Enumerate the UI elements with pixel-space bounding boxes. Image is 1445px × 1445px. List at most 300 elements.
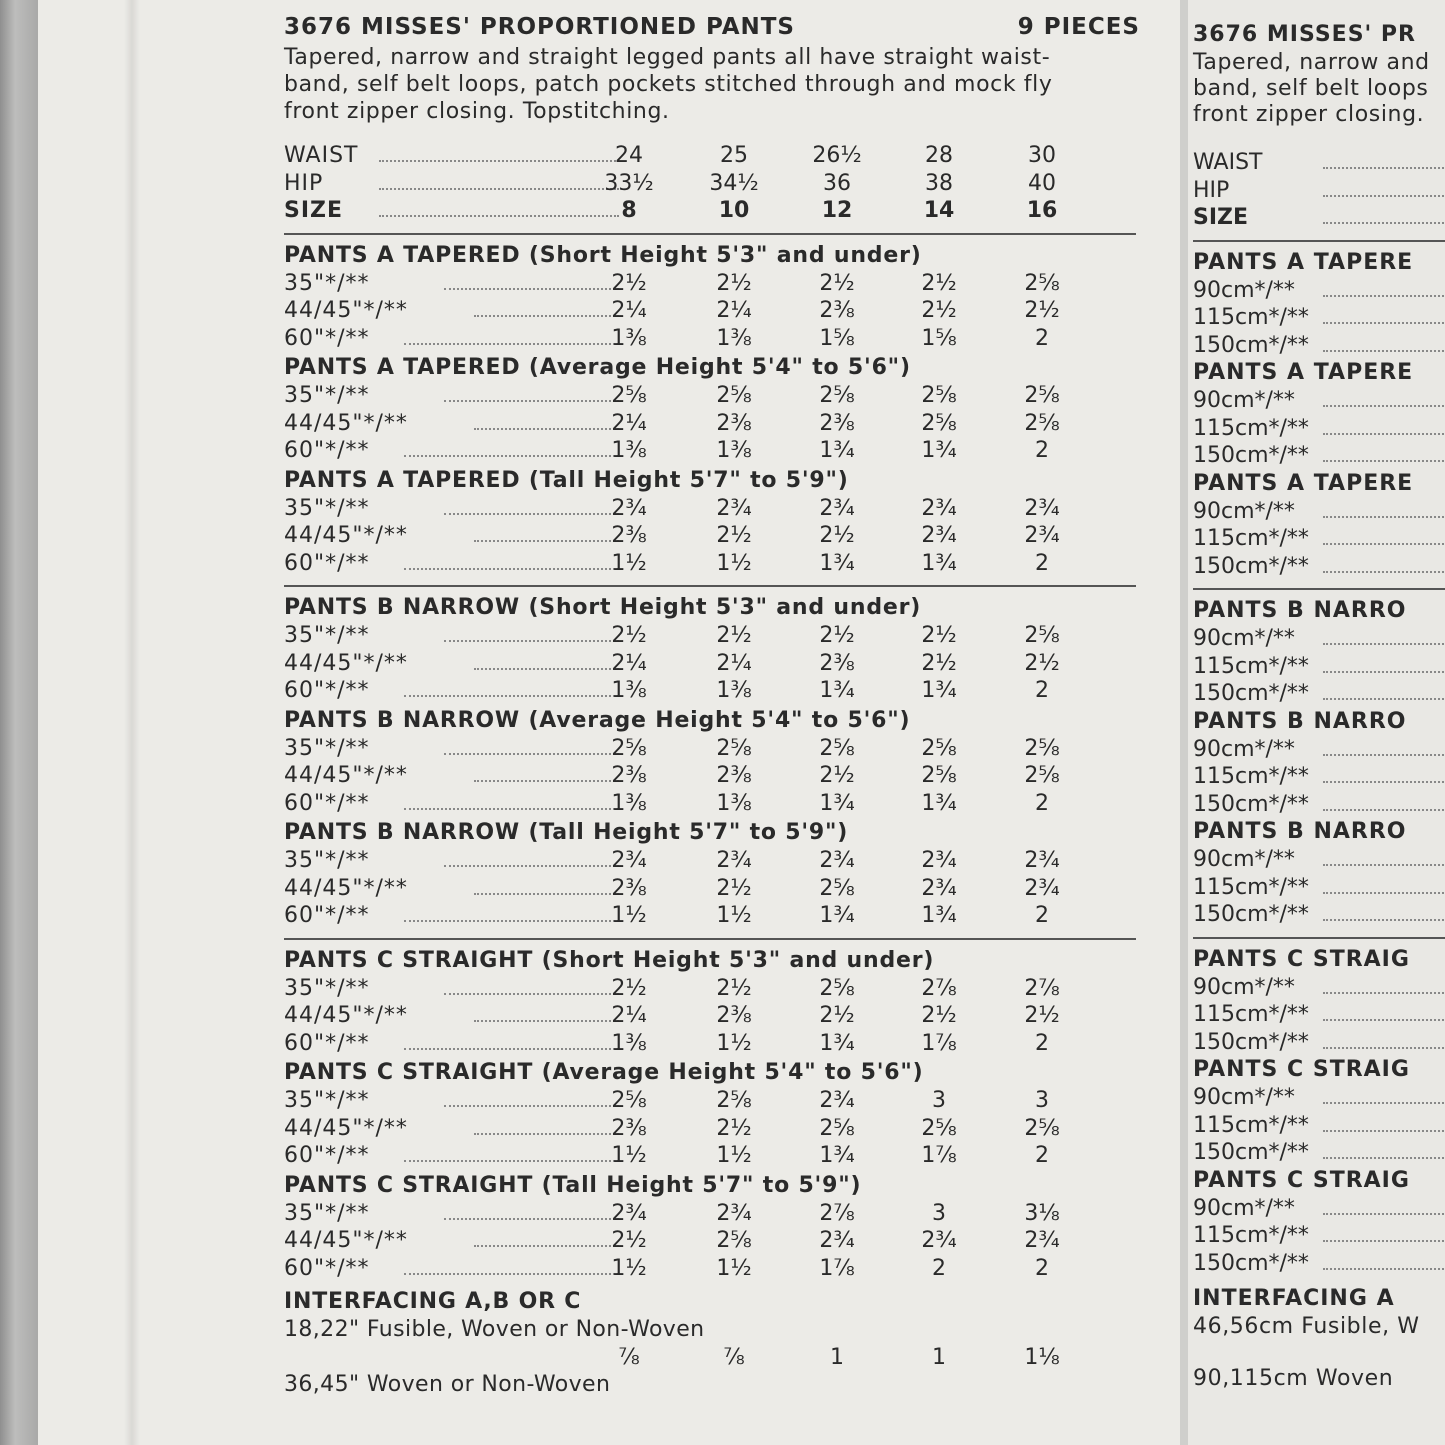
section-divider <box>1193 240 1445 242</box>
fabric-width-row <box>284 271 1140 299</box>
view-section-title <box>284 820 1140 848</box>
size-value: 2⅝ <box>611 735 647 761</box>
metric-row-label: 90cm*/** <box>1193 736 1295 762</box>
view-name: PANTS A TAPERED <box>284 242 521 268</box>
page-fold-crease <box>124 0 140 1445</box>
interfacing-line <box>284 1317 1140 1345</box>
row-label: HIP <box>284 170 324 196</box>
metric-row-label: WAIST <box>1193 150 1263 175</box>
fabric-width-row <box>284 383 1140 411</box>
fabric-width-row <box>284 496 1140 524</box>
section-divider <box>284 585 1136 587</box>
size-value: 30 <box>1028 143 1056 168</box>
leader-dots <box>444 753 619 755</box>
size-value: 2¾ <box>716 848 752 873</box>
height-qualifier: (Short Height 5'3" and under) <box>528 595 922 620</box>
leader-dots <box>444 1105 619 1107</box>
metric-row-label: 115cm*/** <box>1193 415 1309 441</box>
size-value: 2⅝ <box>819 1115 855 1141</box>
description-line: front zipper closing. Topstitching. <box>284 99 670 124</box>
size-value: 2½ <box>716 523 752 548</box>
leader-dots <box>1323 864 1445 866</box>
size-value: 2½ <box>1024 1003 1060 1028</box>
leader-dots <box>444 400 619 402</box>
leader-dots <box>1323 433 1445 435</box>
leader-dots <box>1323 295 1445 297</box>
size-value: 26½ <box>812 143 862 168</box>
metric-view-name: PANTS A TAPERE <box>1193 470 1414 496</box>
leader-dots <box>1323 222 1445 224</box>
size-value: 2⅝ <box>921 763 957 788</box>
leader-dots <box>379 188 619 190</box>
size-value: 2¼ <box>716 298 752 323</box>
leader-dots <box>379 160 619 162</box>
size-value: 2 <box>1035 903 1049 928</box>
size-value: 2 <box>1035 790 1049 816</box>
row-label: 60"*/** <box>284 790 370 816</box>
fabric-width-row <box>284 1143 1140 1171</box>
leader-dots <box>1323 643 1445 645</box>
leader-dots <box>404 1048 619 1050</box>
row-label: 60"*/** <box>284 325 370 351</box>
size-value: 1⅛ <box>1024 1344 1060 1370</box>
leader-dots <box>1323 543 1445 545</box>
size-value: 1¾ <box>921 678 957 703</box>
metric-row-label: 115cm*/** <box>1193 764 1309 789</box>
metric-row-label: 90cm*/** <box>1193 847 1295 872</box>
size-value: 2⅞ <box>921 975 957 1001</box>
metric-view-name: PANTS B NARRO <box>1193 598 1407 623</box>
metric-fabric-row <box>1193 975 1445 1003</box>
metric-row-label: 115cm*/** <box>1193 653 1309 679</box>
metric-description-line: front zipper closing. <box>1193 102 1425 127</box>
size-value: 2¾ <box>819 1088 855 1113</box>
view-name: PANTS C STRAIGHT <box>284 1172 534 1198</box>
height-qualifier: (Short Height 5'3" and under) <box>541 947 935 973</box>
size-value: 1⅝ <box>921 325 957 351</box>
leader-dots <box>404 808 619 810</box>
interfacing-line-label: 36,45" Woven or Non-Woven <box>284 1372 611 1397</box>
leader-dots <box>444 1218 619 1220</box>
leader-dots <box>1323 698 1445 700</box>
size-value: 1⅜ <box>611 325 647 351</box>
row-label: 44/45"*/** <box>284 1115 408 1141</box>
yardage-groups <box>284 233 1140 1284</box>
leader-dots <box>1323 195 1445 197</box>
view-name: PANTS C STRAIGHT <box>284 947 534 973</box>
fabric-width-row <box>284 1088 1140 1116</box>
size-value: 2⅝ <box>716 735 752 761</box>
leader-dots <box>1323 781 1445 783</box>
metric-fabric-row <box>1193 847 1445 875</box>
size-value: 2⅞ <box>819 1200 855 1226</box>
size-value: 2⅜ <box>611 875 647 901</box>
size-value: 2¾ <box>1024 523 1060 548</box>
size-value: 2⅜ <box>716 763 752 788</box>
section-divider <box>284 233 1136 235</box>
size-value: 2 <box>1035 678 1049 703</box>
measurement-row <box>284 143 1140 171</box>
metric-row-label: 90cm*/** <box>1193 1085 1295 1110</box>
leader-dots <box>474 315 619 317</box>
leader-dots <box>1323 1213 1445 1215</box>
size-value: 1 <box>830 1344 844 1370</box>
size-value: 2¼ <box>611 410 647 436</box>
size-value: 38 <box>925 170 953 196</box>
metric-column <box>1193 22 1445 1392</box>
background-surface <box>0 0 38 1445</box>
metric-fabric-row <box>1193 1085 1445 1113</box>
view-name: PANTS A TAPERED <box>284 355 521 380</box>
size-value: 33½ <box>604 170 654 196</box>
view-section-title <box>284 948 1140 976</box>
size-value: 1½ <box>611 550 647 576</box>
leader-dots <box>1323 919 1445 921</box>
size-value: 1½ <box>716 550 752 576</box>
leader-dots <box>1323 754 1445 756</box>
row-label: 44/45"*/** <box>284 523 408 548</box>
row-label: 44/45"*/** <box>284 875 408 901</box>
row-label: 60"*/** <box>284 1143 370 1168</box>
measurement-row <box>284 198 1140 226</box>
size-value: 2⅝ <box>1024 383 1060 408</box>
size-value: 2½ <box>1024 650 1060 676</box>
pieces-count: 9 PIECES <box>1017 14 1140 40</box>
row-label: 44/45"*/** <box>284 410 408 436</box>
metric-row-label: 90cm*/** <box>1193 388 1295 413</box>
metric-fabric-row <box>1193 333 1445 361</box>
fabric-width-row <box>284 1228 1140 1256</box>
metric-row-label: 150cm*/** <box>1193 902 1309 927</box>
row-label: 60"*/** <box>284 903 370 928</box>
size-value: 2½ <box>611 1228 647 1253</box>
leader-dots <box>444 993 619 995</box>
size-value: 2½ <box>819 270 855 296</box>
leader-dots <box>474 893 619 895</box>
leader-dots <box>1323 892 1445 894</box>
size-value: 2½ <box>611 623 647 648</box>
fabric-width-row <box>284 298 1140 326</box>
size-value: 2½ <box>921 270 957 296</box>
size-value: 2⅜ <box>716 1003 752 1028</box>
interfacing-values-row <box>284 1345 1140 1373</box>
size-value: 3 <box>932 1200 946 1226</box>
size-value: 2⅝ <box>1024 623 1060 648</box>
metric-fabric-row <box>1193 764 1445 792</box>
view-section-title <box>284 1060 1140 1088</box>
row-label: 35"*/** <box>284 623 370 648</box>
metric-view-name: PANTS B NARRO <box>1193 819 1407 844</box>
metric-fabric-row <box>1193 1196 1445 1224</box>
size-value: 2¾ <box>1024 495 1060 521</box>
size-value: 24 <box>615 143 643 168</box>
pattern-header <box>284 14 1140 44</box>
leader-dots <box>1323 322 1445 324</box>
row-label: 35"*/** <box>284 1200 370 1226</box>
size-value: 2 <box>1035 1255 1049 1281</box>
leader-dots <box>1323 516 1445 518</box>
size-value: 1¾ <box>819 790 855 816</box>
view-section-title <box>284 708 1140 736</box>
size-value: 2⅜ <box>611 523 647 548</box>
interfacing-line-label: 18,22" Fusible, Woven or Non-Woven <box>284 1317 705 1342</box>
fabric-width-row <box>284 1116 1140 1144</box>
size-value: 2⅝ <box>611 1088 647 1113</box>
metric-view-name: PANTS C STRAIG <box>1193 946 1410 972</box>
metric-row-label: 150cm*/** <box>1193 332 1309 358</box>
size-value: 1⅜ <box>611 678 647 703</box>
size-value: 2¾ <box>1024 848 1060 873</box>
size-value: 2½ <box>921 650 957 676</box>
size-value: 1⅞ <box>921 1143 957 1168</box>
leader-dots <box>1323 1240 1445 1242</box>
size-value: 1¾ <box>921 438 957 463</box>
row-label: 60"*/** <box>284 1030 370 1056</box>
interfacing-title: INTERFACING A,B OR C <box>284 1289 582 1314</box>
size-value: 2¾ <box>611 495 647 521</box>
size-value: 2½ <box>611 270 647 296</box>
view-section-title <box>284 1173 1140 1201</box>
size-value: 1¾ <box>819 678 855 703</box>
size-value: 1½ <box>716 903 752 928</box>
metric-fabric-row <box>1193 737 1445 765</box>
fabric-width-row <box>284 1256 1140 1284</box>
leader-dots <box>474 1020 619 1022</box>
metric-fabric-row <box>1193 902 1445 930</box>
size-value: 2⅜ <box>819 298 855 323</box>
height-qualifier: (Average Height 5'4" to 5'6") <box>528 355 911 380</box>
metric-view-name: PANTS A TAPERE <box>1193 360 1414 385</box>
fabric-width-row <box>284 623 1140 651</box>
height-qualifier: (Tall Height 5'7" to 5'9") <box>528 820 849 845</box>
metric-measurement-row <box>1193 178 1445 206</box>
size-value: 28 <box>925 143 953 168</box>
metric-fabric-row <box>1193 554 1445 582</box>
size-value: 2¾ <box>716 495 752 521</box>
leader-dots <box>1323 405 1445 407</box>
description-line: band, self belt loops, patch pockets stitched through and mock fly <box>284 72 1053 97</box>
view-section-title <box>284 355 1140 383</box>
fabric-width-row <box>284 411 1140 439</box>
fabric-width-row <box>284 1031 1140 1059</box>
leader-dots <box>1323 1102 1445 1104</box>
fabric-width-row <box>284 791 1140 819</box>
size-value: ⅞ <box>618 1344 640 1370</box>
height-qualifier: (Average Height 5'4" to 5'6") <box>541 1060 924 1085</box>
size-value: 2⅝ <box>819 875 855 901</box>
size-value: 1¾ <box>921 550 957 576</box>
row-label: 35"*/** <box>284 735 370 761</box>
size-value: 16 <box>1026 198 1058 223</box>
size-value: 2⅝ <box>921 735 957 761</box>
fabric-width-row <box>284 763 1140 791</box>
leader-dots <box>404 695 619 697</box>
metric-sections <box>1193 240 1445 1279</box>
size-value: 3 <box>932 1088 946 1113</box>
metric-view-name: PANTS C STRAIG <box>1193 1057 1410 1082</box>
size-value: 1¾ <box>921 903 957 928</box>
metric-fabric-row <box>1193 1223 1445 1251</box>
pattern-description <box>284 44 1136 125</box>
metric-pattern-title: 3676 MISSES' PR <box>1193 22 1417 47</box>
metric-fabric-row <box>1193 1113 1445 1141</box>
metric-interfacing-title: INTERFACING A <box>1193 1286 1395 1311</box>
size-value: 3⅛ <box>1024 1200 1060 1226</box>
size-value: 2½ <box>716 975 752 1001</box>
fabric-width-row <box>284 1003 1140 1031</box>
size-value: 2 <box>932 1255 946 1281</box>
size-value: 1⅜ <box>716 438 752 463</box>
size-value: ⅞ <box>723 1344 745 1370</box>
metric-row-label: 90cm*/** <box>1193 277 1295 303</box>
row-label: 35"*/** <box>284 383 370 408</box>
size-value: 2⅝ <box>716 1228 752 1253</box>
metric-row-label: 150cm*/** <box>1193 1029 1309 1055</box>
leader-dots <box>404 343 619 345</box>
size-value: 2⅝ <box>1024 735 1060 761</box>
row-label: 44/45"*/** <box>284 763 408 788</box>
size-value: 2½ <box>921 1003 957 1028</box>
size-value: 40 <box>1028 170 1056 196</box>
size-value: 1 <box>932 1344 946 1370</box>
row-label: 44/45"*/** <box>284 1003 408 1028</box>
size-value: 2⅝ <box>819 975 855 1001</box>
row-label: 60"*/** <box>284 1255 370 1281</box>
fabric-width-row <box>284 903 1140 931</box>
view-name: PANTS C STRAIGHT <box>284 1060 534 1085</box>
size-value: 2½ <box>819 1003 855 1028</box>
size-value: 12 <box>821 198 853 223</box>
size-value: 2¾ <box>716 1200 752 1226</box>
size-value: 2¼ <box>716 650 752 676</box>
leader-dots <box>474 1133 619 1135</box>
size-value: 2⅝ <box>921 383 957 408</box>
metric-row-label: 150cm*/** <box>1193 681 1309 706</box>
height-qualifier: (Tall Height 5'7" to 5'9") <box>528 467 849 493</box>
size-value: 2½ <box>716 875 752 901</box>
size-value: 2½ <box>819 523 855 548</box>
size-value: 1⅜ <box>611 438 647 463</box>
metric-row-label: 90cm*/** <box>1193 974 1295 1000</box>
leader-dots <box>444 288 619 290</box>
size-value: 1¾ <box>819 1030 855 1056</box>
metric-description-line: Tapered, narrow and <box>1193 50 1430 75</box>
leader-dots <box>474 428 619 430</box>
metric-row-label: 115cm*/** <box>1193 305 1309 330</box>
size-value: 1⅞ <box>921 1030 957 1056</box>
view-name: PANTS A TAPERED <box>284 467 521 493</box>
size-value: 1½ <box>716 1030 752 1056</box>
row-label: 35"*/** <box>284 848 370 873</box>
leader-dots <box>1323 671 1445 673</box>
metric-fabric-row <box>1193 1030 1445 1058</box>
row-label: 35"*/** <box>284 270 370 296</box>
metric-fabric-row <box>1193 499 1445 527</box>
size-value: 2¾ <box>921 523 957 548</box>
metric-row-label: 90cm*/** <box>1193 626 1295 651</box>
metric-fabric-row <box>1193 416 1445 444</box>
metric-view-name: PANTS A TAPERE <box>1193 249 1414 275</box>
size-value: 1⅞ <box>819 1255 855 1281</box>
row-label: 35"*/** <box>284 495 370 521</box>
metric-row-label: SIZE <box>1193 205 1249 230</box>
row-label: 60"*/** <box>284 678 370 703</box>
fabric-width-row <box>284 976 1140 1004</box>
fabric-width-row <box>284 678 1140 706</box>
leader-dots <box>444 640 619 642</box>
fabric-width-row <box>284 551 1140 579</box>
metric-row-label: 115cm*/** <box>1193 1223 1309 1248</box>
fabric-width-row <box>284 523 1140 551</box>
size-value: 2⅜ <box>611 763 647 788</box>
leader-dots <box>444 865 619 867</box>
size-value: 2¾ <box>921 875 957 901</box>
metric-interfacing-line: 90,115cm Woven <box>1193 1366 1394 1391</box>
size-value: 2⅝ <box>716 383 752 408</box>
metric-fabric-row <box>1193 681 1445 709</box>
metric-fabric-row <box>1193 305 1445 333</box>
measurement-row <box>284 171 1140 199</box>
interfacing-line <box>284 1372 1140 1400</box>
view-name: PANTS B NARROW <box>284 707 520 733</box>
size-value: 2¾ <box>1024 875 1060 901</box>
size-value: 1½ <box>716 1255 752 1281</box>
leader-dots <box>1323 350 1445 352</box>
leader-dots <box>474 668 619 670</box>
size-value: 1¾ <box>819 550 855 576</box>
size-value: 2⅝ <box>1024 410 1060 436</box>
size-value: 2¼ <box>611 650 647 676</box>
metric-row-label: HIP <box>1193 177 1230 203</box>
size-value: 2⅜ <box>716 410 752 436</box>
size-value: 1¾ <box>819 1143 855 1168</box>
size-value: 1¾ <box>819 903 855 928</box>
fabric-width-row <box>284 438 1140 466</box>
row-label: 60"*/** <box>284 438 370 463</box>
size-value: 2⅝ <box>1024 763 1060 788</box>
size-value: 8 <box>621 198 637 223</box>
view-name: PANTS B NARROW <box>284 820 520 845</box>
metric-fabric-row <box>1193 388 1445 416</box>
metric-fabric-row <box>1193 1002 1445 1030</box>
size-value: 2¼ <box>611 1003 647 1028</box>
size-value: 2 <box>1035 438 1049 463</box>
leader-dots <box>474 540 619 542</box>
metric-row-label: 115cm*/** <box>1193 1002 1309 1027</box>
leader-dots <box>444 513 619 515</box>
size-value: 2⅞ <box>1024 975 1060 1001</box>
size-value: 2¾ <box>921 848 957 873</box>
leader-dots <box>1323 1019 1445 1021</box>
row-label: 35"*/** <box>284 975 370 1001</box>
view-section-title <box>284 243 1140 271</box>
row-label: 44/45"*/** <box>284 298 408 323</box>
size-value: 1½ <box>716 1143 752 1168</box>
yardage-column <box>284 14 1140 1400</box>
section-divider <box>284 938 1136 940</box>
metric-fabric-row <box>1193 626 1445 654</box>
size-value: 36 <box>823 170 851 196</box>
metric-row-label: 150cm*/** <box>1193 1250 1309 1276</box>
row-label: WAIST <box>284 143 359 168</box>
leader-dots <box>404 568 619 570</box>
size-value: 1⅜ <box>716 325 752 351</box>
metric-interfacing-line: 46,56cm Fusible, W <box>1193 1314 1420 1339</box>
height-qualifier: (Short Height 5'3" and under) <box>528 242 922 268</box>
leader-dots <box>404 1160 619 1162</box>
size-value: 1⅜ <box>716 790 752 816</box>
size-value: 2⅝ <box>921 1115 957 1141</box>
